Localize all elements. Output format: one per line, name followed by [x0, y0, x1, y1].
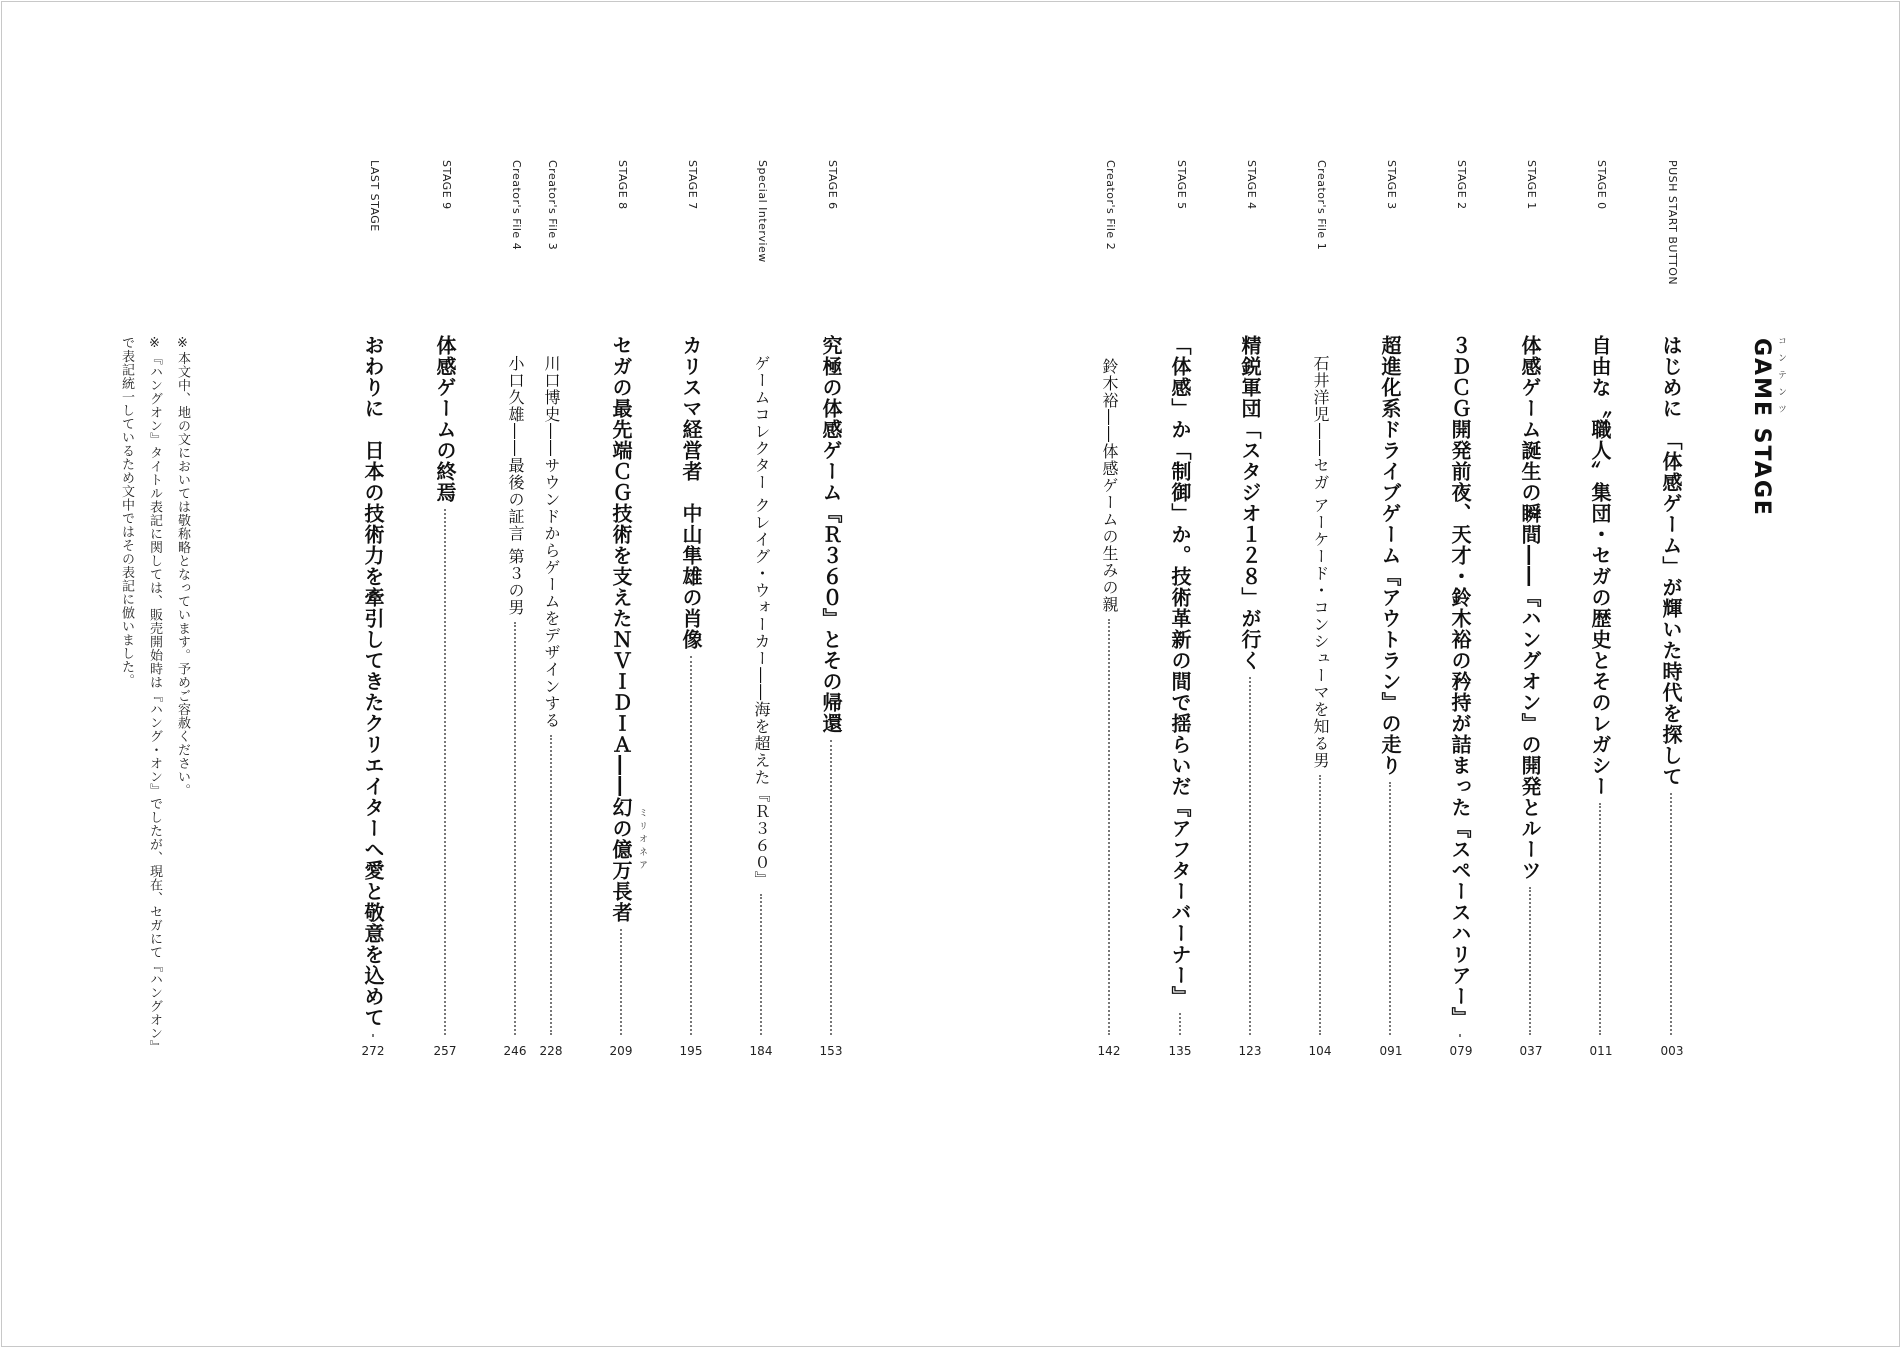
note-line: ※『ハングオン』タイトル表記に関しては、販売開始時は『ハング・オン』でしたが、現在、セガにて『ハングオン』 [147, 336, 162, 1054]
entry-title: 自由な〝職人〟集団・セガの歴史とそのレガシー [1588, 335, 1612, 797]
entry-title: ３ＤＣＧ開発前夜、天才・鈴木裕の矜持が詰まった『スペースハリアー』 [1448, 335, 1472, 1028]
page-number: 123 [1238, 1044, 1262, 1058]
entry-title: セガの最先端ＣＧ技術を支えたＮＶＩＤＩＡ――幻の億万長者 [609, 335, 633, 923]
leader-dots [444, 509, 446, 1035]
page-frame [1, 1, 1900, 1347]
entry-title: 鈴木裕――体感ゲームの生みの親 [1100, 358, 1119, 613]
toc-entry[interactable] [1308, 355, 1332, 1035]
entry-title: 川口博史――サウンドからゲームをデザインする [542, 355, 561, 729]
stage-label: Creator's File 1 [1315, 160, 1328, 251]
entry-title: 小口久雄――最後の証言 第３の男 [506, 355, 525, 617]
toc-entry[interactable] [819, 335, 843, 1035]
stage-label: Creator's File 4 [510, 160, 523, 251]
page-number: 037 [1519, 1044, 1543, 1058]
stage-label: STAGE 1 [1525, 160, 1538, 210]
page-number: 257 [433, 1044, 457, 1058]
entry-title: 究極の体感ゲーム『Ｒ３６０』とその帰還 [819, 335, 843, 734]
leader-dots [1249, 677, 1251, 1035]
page-number: 142 [1097, 1044, 1121, 1058]
page-number: 091 [1379, 1044, 1403, 1058]
leader-dots [830, 740, 832, 1035]
stage-label: STAGE 2 [1455, 160, 1468, 210]
leader-dots [1670, 793, 1672, 1035]
leader-dots [372, 1034, 374, 1035]
toc-entry[interactable] [433, 335, 457, 1035]
leader-dots [1319, 775, 1321, 1035]
page-number: 135 [1168, 1044, 1192, 1058]
stage-label: Creator's File 2 [1104, 160, 1117, 251]
stage-label: STAGE 6 [826, 160, 839, 210]
entry-title: 体感ゲームの終焉 [433, 335, 457, 503]
leader-dots [760, 894, 762, 1035]
toc-heading-ruby: コンテンツ [1776, 336, 1786, 421]
toc-entry[interactable] [1168, 335, 1192, 1035]
entry-title: 超進化系ドライブゲーム『アウトラン』の走り [1378, 335, 1402, 776]
page-number: 003 [1660, 1044, 1684, 1058]
leader-dots [514, 622, 516, 1035]
page-number: 104 [1308, 1044, 1332, 1058]
stage-label: STAGE 9 [440, 160, 453, 210]
toc-entry[interactable] [1659, 335, 1683, 1035]
toc-entry[interactable] [1097, 358, 1121, 1035]
leader-dots [1389, 782, 1391, 1035]
leader-dots [1599, 803, 1601, 1035]
toc-entry[interactable] [361, 335, 385, 1035]
stage-label: STAGE 8 [616, 160, 629, 210]
page-number: 272 [361, 1044, 385, 1058]
entry-title: カリスマ経営者 中山隼雄の肖像 [679, 335, 703, 650]
page-number: 246 [503, 1044, 527, 1058]
page-number: 153 [819, 1044, 843, 1058]
stage-label: PUSH START BUTTON [1666, 160, 1679, 286]
entry-title: ゲームコレクター クレイグ・ウォーカー――海を超えた『Ｒ３６０』 [752, 355, 771, 889]
toc-entry[interactable] [609, 335, 633, 1035]
note-line: ※本文中、地の文においては敬称略となっています。予めご容赦ください。 [175, 336, 190, 797]
entry-title: 「体感」か「制御」か。技術革新の間で揺らいだ『アフターバーナー』 [1168, 335, 1192, 1007]
toc-entry[interactable] [503, 355, 527, 1035]
stage-label: STAGE 3 [1385, 160, 1398, 210]
toc-entry[interactable] [749, 355, 773, 1035]
page-number: 184 [749, 1044, 773, 1058]
page-number: 011 [1589, 1044, 1613, 1058]
page-number: 195 [679, 1044, 703, 1058]
stage-label: Special Interview [756, 160, 769, 263]
stage-label: STAGE 0 [1595, 160, 1608, 210]
entry-title: おわりに 日本の技術力を牽引してきたクリエイターへ愛と敬意を込めて [361, 335, 385, 1028]
entry-title: 体感ゲーム誕生の瞬間――『ハングオン』の開発とルーツ [1518, 335, 1542, 881]
entry-title: 石井洋児――セガ アーケード・コンシューマを知る男 [1311, 355, 1330, 770]
page-number: 079 [1449, 1044, 1473, 1058]
page-number: 209 [609, 1044, 633, 1058]
stage-label: STAGE 7 [686, 160, 699, 210]
page-number: 228 [539, 1044, 563, 1058]
entry-title: 精鋭軍団「スタジオ１２８」が行く [1238, 335, 1262, 671]
toc-heading: GAME STAGE [1749, 338, 1774, 517]
toc-entry[interactable] [1448, 335, 1472, 1035]
stage-label: Creator's File 3 [546, 160, 559, 251]
leader-dots [1108, 619, 1110, 1035]
toc-entry[interactable] [1378, 335, 1402, 1035]
stage-label: STAGE 5 [1175, 160, 1188, 210]
leader-dots [690, 656, 692, 1035]
leader-dots [1179, 1013, 1181, 1035]
stage-label: STAGE 4 [1245, 160, 1258, 210]
leader-dots [550, 735, 552, 1035]
toc-entry[interactable] [1588, 335, 1612, 1035]
stage-label: LAST STAGE [368, 160, 381, 232]
leader-dots [620, 929, 622, 1035]
toc-entry[interactable] [679, 335, 703, 1035]
entry-title: はじめに 「体感ゲーム」が輝いた時代を探して [1659, 335, 1683, 787]
note-line: で表記統一しているため文中ではその表記に倣いました。 [119, 336, 134, 687]
toc-entry[interactable] [1238, 335, 1262, 1035]
leader-dots [1459, 1034, 1461, 1035]
toc-entry[interactable] [539, 355, 563, 1035]
entry-ruby: ミリオネア [637, 808, 647, 873]
leader-dots [1529, 887, 1531, 1035]
toc-entry[interactable] [1518, 335, 1542, 1035]
